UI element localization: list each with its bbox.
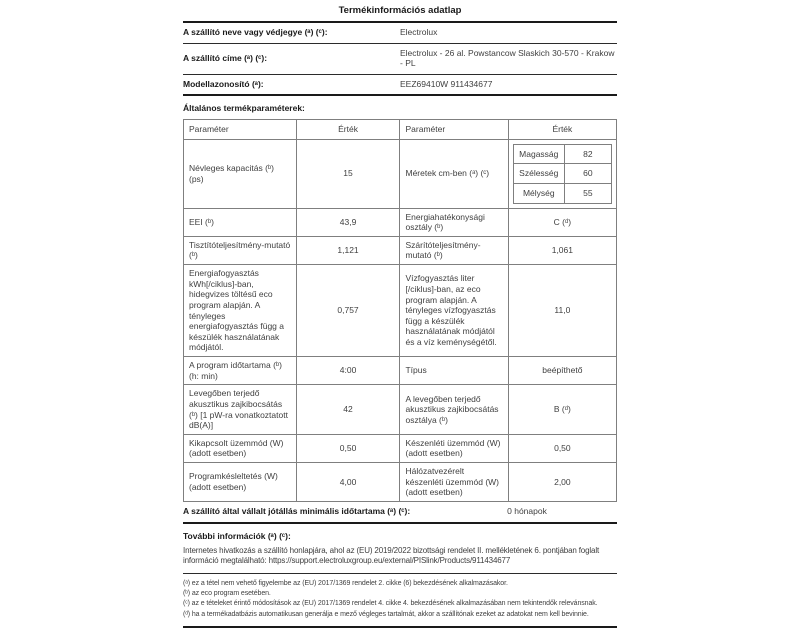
param-cell: Programkésleltetés (W) (adott esetben) [184,463,297,502]
param-cell: A levegőben terjedő akusztikus zajkibocsátás osztálya (ᵇ) [400,385,508,435]
dimensions-cell [508,139,616,208]
dimension-label: Mélység [513,183,564,203]
row-capacity-dimensions [184,139,617,208]
supplier-address-row [183,44,617,75]
value-cell: 0,757 [296,265,400,357]
more-information-body: Internetes hivatkozás a szállító honlapjára, ahol az (EU) 2019/2022 bizottsági rendelet II. mellékletének 6. pontjában foglalt információ megtalálható: [183,546,600,566]
dimension-label: Szélesség [513,164,564,184]
guarantee-value: 0 hónapok [507,505,547,516]
column-header-parameter-left: Paraméter [184,120,297,140]
support-link[interactable]: https://support.electroluxgroup.eu/external/PISlink/Products/911434677 [268,556,511,566]
value-cell: C (ᵈ) [508,208,616,236]
value-cell: 43,9 [296,208,400,236]
column-header-value-right: Érték [508,120,616,140]
dimensions-table [513,144,612,204]
guarantee-label: A szállító által vállalt jótállás minimális időtartama (ᵃ) (ᶜ): [183,505,411,516]
general-parameters-table [183,119,617,502]
value-cell: 15 [296,139,400,208]
dimension-label: Magasság [513,144,564,164]
page-title: Termékinformációs adatlap [183,5,617,23]
model-identifier-row [183,75,617,97]
dimension-value: 60 [564,164,611,184]
row-off-standby-mode [184,434,617,462]
param-cell: Vízfogyasztás liter [/ciklus]-ban, az eco program alapján. A tényleges vízfogyasztás függ a készülék használatának módjától és a víz keménységétől. [400,265,508,357]
general-parameters-heading: Általános termékparaméterek: [183,103,305,114]
value-cell: 1,061 [508,236,616,264]
row-energy-water-consumption [184,265,617,357]
footnote-b: (ᵇ) az eco program esetében. [183,590,271,598]
param-cell: Névleges kapacitás (ᵇ) (ps) [184,139,297,208]
value-cell: 4,00 [296,463,400,502]
row-cleaning-drying-index [184,236,617,264]
param-cell: Készenléti üzemmód (W) (adott esetben) [400,434,508,462]
param-cell: Méretek cm-ben (ᵃ) (ᶜ) [400,139,508,208]
supplier-name-label: A szállító neve vagy védjegye (ᵃ) (ᶜ): [183,26,328,37]
footnotes [183,579,617,628]
value-cell: 1,121 [296,236,400,264]
param-cell: Szárítóteljesítmény-mutató (ᵇ) [400,236,508,264]
dimension-value: 55 [564,183,611,203]
supplier-name-value: Electrolux [400,26,438,37]
param-cell: EEI (ᵇ) [184,208,297,236]
param-cell: Levegőben terjedő akusztikus zajkibocsátás (ᵇ) [1 pW-ra vonatkoztatott dB(A)] [184,385,297,435]
value-cell: 0,50 [508,434,616,462]
supplier-address-value: Electrolux - 26 al. Powstancow Slaskich 30-570 - Krakow - PL [400,47,615,69]
footnote-a: (ᵃ) ez a tétel nem vehető figyelembe az (EU) 2017/1369 rendelet 2. cikke (6) bekezdésének alkalmazásakor. [183,580,508,588]
table-header-row [184,120,617,140]
dimension-row-width [513,164,611,184]
dimension-value: 82 [564,144,611,164]
supplier-address-label: A szállító címe (ᵃ) (ᶜ): [183,52,268,63]
param-cell: Hálózatvezérelt készenléti üzemmód (W) (adott esetben) [400,463,508,502]
param-cell: Típus [400,357,508,385]
param-cell: Tisztítóteljesítmény-mutató (ᵇ) [184,236,297,264]
column-header-value-left: Érték [296,120,400,140]
dimension-row-depth [513,183,611,203]
param-cell: Energiafogyasztás kWh[/ciklus]-ban, hidegvizes töltésű eco program alapján. A tényleges energiafogyasztás függ a készülék használatának módjától. [184,265,297,357]
guarantee-row [183,502,617,524]
value-cell: 42 [296,385,400,435]
row-delay-networked-standby [184,463,617,502]
param-cell: Energiahatékonysági osztály (ᵇ) [400,208,508,236]
param-cell: Kikapcsolt üzemmód (W) (adott esetben) [184,434,297,462]
value-cell: 0,50 [296,434,400,462]
value-cell: B (ᵈ) [508,385,616,435]
value-cell: 2,00 [508,463,616,502]
more-information-heading: További információk (ᵃ) (ᶜ): [183,530,291,541]
model-identifier-value: EEZ69410W 911434677 [400,78,493,89]
footnote-c: (ᶜ) az e tételeket érintő módosítások az (EU) 2017/1369 rendelet 4. cikke 4. bekezdésének alkalmazásában nem tekintendők relevánsnak. [183,600,598,608]
row-noise-emission [184,385,617,435]
value-cell: 11,0 [508,265,616,357]
param-cell: A program időtartama (ᵇ) (h: min) [184,357,297,385]
more-information-text [183,546,617,574]
product-information-sheet [183,0,617,628]
model-identifier-label: Modellazonosító (ᵃ): [183,78,264,89]
dimension-row-height [513,144,611,164]
value-cell: beépíthető [508,357,616,385]
row-eei-energy-class [184,208,617,236]
column-header-parameter-right: Paraméter [400,120,508,140]
row-duration-type [184,357,617,385]
footnote-d: (ᵈ) ha a termékadatbázis automatikusan generálja e mező végleges tartalmát, akkor a szállítónak ezeket az adatokat nem kell bevinnie. [183,610,589,618]
supplier-name-row [183,23,617,44]
value-cell: 4:00 [296,357,400,385]
